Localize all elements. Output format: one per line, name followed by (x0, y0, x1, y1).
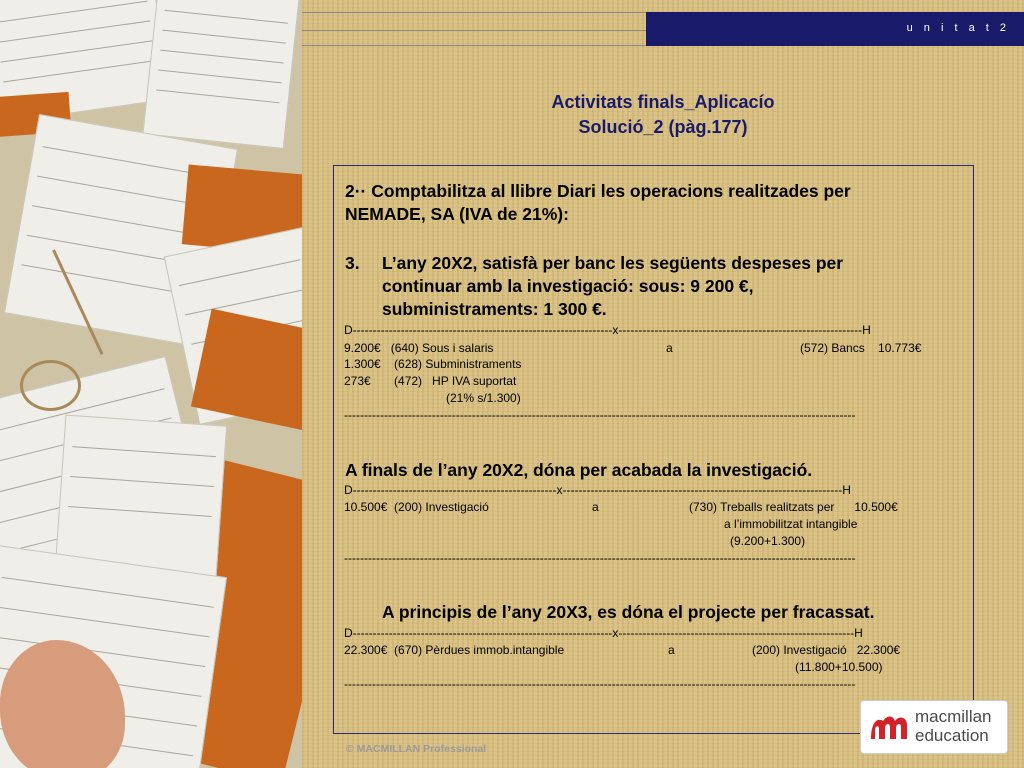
slide-subtitle: Solució_2 (pàg.177) (578, 117, 748, 137)
header-rule (302, 45, 646, 46)
header-rule (302, 12, 646, 13)
journal-1-row-2: 1.300€ (628) Subministraments (344, 357, 522, 371)
journal-2-row-3: (9.200+1.300) (730, 534, 806, 548)
item-text-line-2: continuar amb la investigació: sous: 9 200 €, (382, 276, 754, 296)
journal-1-header: D-----------------------------------------------------------------x-------------------------------------------------------------H (344, 323, 871, 337)
decorative-photo (0, 0, 302, 768)
journal-2-header: D---------------------------------------------------x----------------------------------------------------------------------H (344, 483, 851, 497)
journal-3-a: a (668, 643, 675, 657)
journal-3-header: D-----------------------------------------------------------------x-----------------------------------------------------------H (344, 626, 863, 640)
macmillan-logo-icon (869, 711, 909, 743)
journal-1-a: a (666, 341, 673, 355)
section-3-heading: A principis de l’any 20X3, es dóna el projecte per fracassat. (382, 602, 875, 622)
journal-3-credit: (200) Investigació 22.300€ (752, 643, 901, 657)
journal-1-row-3: 273€ (472) HP IVA suportat (344, 374, 517, 388)
item-text-line-3: subministraments: 1 300 €. (382, 299, 607, 319)
section-2-heading: A finals de l’any 20X2, dóna per acabada la investigació. (345, 460, 813, 480)
paper-sheet (55, 415, 227, 578)
journal-2-debit: 10.500€ (200) Investigació (344, 500, 489, 514)
logo-text (915, 707, 992, 745)
copyright-notice: © MACMILLAN Professional (346, 743, 487, 755)
slide-title: Activitats finals_Aplicacío (551, 92, 775, 112)
journal-2-footer: -------------------------------------------------------------------------------------------------------------------------------- (344, 551, 856, 565)
logo-line-2: education (915, 726, 989, 745)
paper-sheet (142, 0, 299, 149)
journal-1-row-4: (21% s/1.300) (446, 391, 521, 405)
exercise-intro-line-2: NEMADE, SA (IVA de 21%): (345, 204, 569, 224)
journal-2-row-2: a l’immobilitzat intangible (724, 517, 858, 531)
journal-1-credit: (572) Bancs 10.773€ (800, 341, 922, 355)
journal-2-credit: (730) Treballs realitzats per 10.500€ (689, 500, 898, 514)
journal-1-debit: 9.200€ (640) Sous i salaris (344, 341, 494, 355)
journal-2-a: a (592, 500, 599, 514)
item-text-line-1: L’any 20X2, satisfà per banc les següents despeses per (382, 253, 844, 273)
journal-3-row-2: (11.800+10.500) (795, 660, 883, 674)
journal-3-footer: -------------------------------------------------------------------------------------------------------------------------------- (344, 677, 856, 691)
journal-3-debit: 22.300€ (670) Pèrdues immob.intangible (344, 643, 565, 657)
unit-label: u n i t a t 2 (906, 22, 1010, 34)
item-number: 3. (345, 253, 360, 273)
unit-header-bar (646, 12, 1024, 46)
journal-1-footer: -------------------------------------------------------------------------------------------------------------------------------- (344, 408, 856, 422)
exercise-intro-line-1: 2·· Comptabilitza al llibre Diari les operacions realitzades per (345, 181, 851, 201)
logo-line-1: macmillan (915, 707, 992, 726)
glasses-lens (20, 360, 81, 411)
header-rule (302, 30, 646, 31)
macmillan-education-logo (860, 700, 1008, 754)
